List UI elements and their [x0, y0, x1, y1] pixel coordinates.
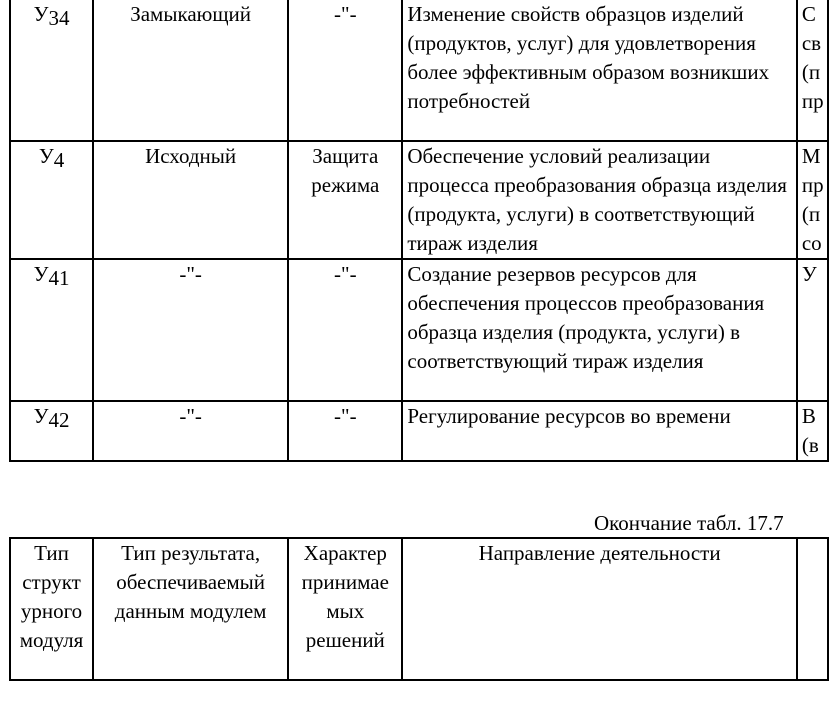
table-row: [10, 141, 828, 259]
module-code-cell: У41: [10, 259, 93, 401]
result-type-cell: Исходный: [93, 141, 288, 259]
activity-direction-cell: Регулирование ресурсов во времени: [402, 401, 796, 461]
truncated-cell: С св (п пр: [797, 0, 828, 141]
result-type-cell: Замыкающий: [93, 0, 288, 141]
decision-nature-cell: -"-: [288, 401, 402, 461]
module-code-cell: У42: [10, 401, 93, 461]
activity-direction-cell: Обеспечение условий реализации процесса преобразования образца изделия (продукта, услуги) в соответствующий тираж изделия: [402, 141, 796, 259]
table-row: [10, 401, 828, 461]
table-17-7-end: [9, 537, 829, 681]
truncated-header-cell: [797, 538, 828, 680]
header-decision-nature: Характер принимае мых решений: [288, 538, 402, 680]
truncated-cell: М пр (п со: [797, 141, 828, 259]
decision-nature-cell: Защита режима: [288, 141, 402, 259]
header-result-type: Тип результата, обеспечиваемый данным модулем: [93, 538, 288, 680]
result-type-cell: -"-: [93, 401, 288, 461]
activity-direction-cell: Создание резервов ресурсов для обеспечения процессов преобразования образца изделия (продукта, услуги) в соответствующий тираж изделия: [402, 259, 796, 401]
truncated-cell: В (в: [797, 401, 828, 461]
activity-direction-cell: Изменение свойств образцов изделий (продуктов, услуг) для удовлетворения более эффективным образом возникших потребностей: [402, 0, 796, 141]
table-row: [10, 259, 828, 401]
result-type-cell: -"-: [93, 259, 288, 401]
decision-nature-cell: -"-: [288, 0, 402, 141]
truncated-cell: У: [797, 259, 828, 401]
module-code-cell: У4: [10, 141, 93, 259]
decision-nature-cell: -"-: [288, 259, 402, 401]
table-header-row: [10, 538, 828, 680]
table-row: [10, 0, 828, 141]
header-activity-direction: Направление деятельности: [402, 538, 796, 680]
module-code-cell: У34: [10, 0, 93, 141]
table-caption: Окончание табл. 17.7: [594, 511, 784, 535]
continuation-table: [9, 0, 829, 462]
header-module-type: Тип структ урного модуля: [10, 538, 93, 680]
